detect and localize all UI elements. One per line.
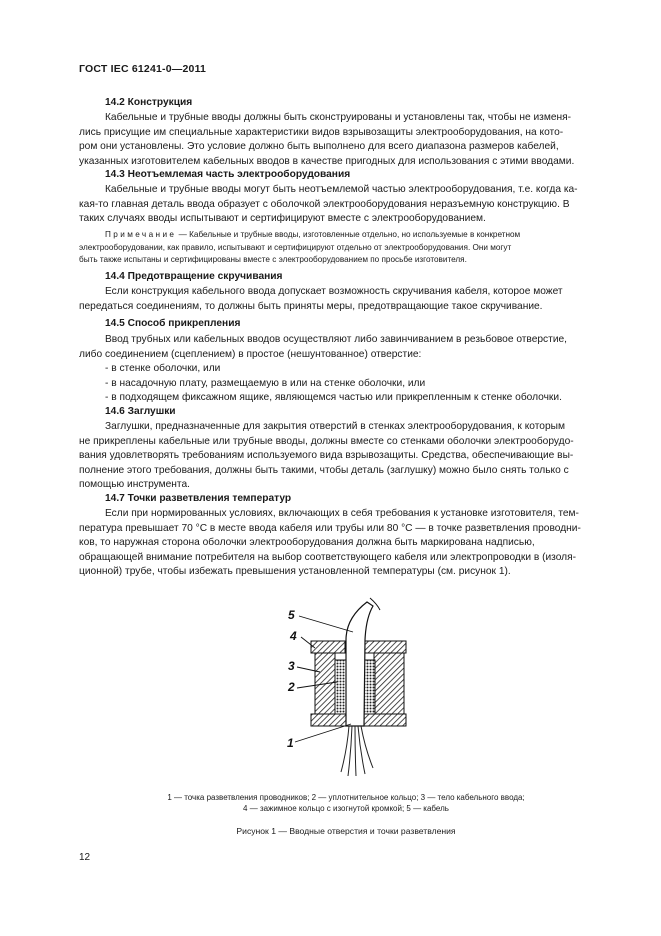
figure-label-3: 3 (288, 659, 295, 673)
heading-14-5: 14.5 Способ прикрепления (105, 318, 241, 329)
figure-label-4: 4 (290, 629, 297, 643)
heading-14-7: 14.7 Точки разветвления температур (105, 493, 292, 504)
figure-legend-line: 4 — зажимное кольцо с изогнутой кромкой; 5 — кабель (243, 804, 449, 813)
paragraph-line: ков, то наружная сторона оболочки электрооборудования должна быть маркирована надписью, (79, 537, 535, 549)
figure-legend-line: 1 — точка разветвления проводников; 2 — уплотнительное кольцо; 3 — тело кабельного ввода; (167, 793, 525, 802)
note-14-3 (79, 229, 613, 267)
figure-label-1: 1 (287, 736, 294, 750)
heading-14-2: 14.2 Конструкция (105, 97, 193, 108)
list-item: - в подходящем фиксажном ящике, являющемся частью или прикрепленным к стенке оболочки. (105, 392, 562, 404)
paragraph-line: полнение этого требования, должны быть такими, чтобы деталь (заглушку) можно было снять только с (79, 464, 569, 476)
paragraph-line: лись присущие им специальные характеристики видов взрывозащиты электрооборудования, на кото- (79, 126, 564, 138)
paragraph-line: Если конструкция кабельного ввода допускает возможность скручивания кабеля, которое может (105, 286, 563, 297)
paragraph-line: Заглушки, предназначенные для закрытия отверстий в стенках электрооборудования, к которым (105, 421, 565, 432)
clamp-ring-right (365, 641, 406, 653)
note-text: быть также испытаны и сертифицированы вместе с электрооборудованием по просьбе изготовителя. (79, 255, 467, 265)
note-text: — Кабельные и трубные вводы, изготовленные отдельно, но используемые в конкретном (178, 230, 521, 239)
heading-14-6: 14.6 Заглушки (105, 406, 176, 417)
paragraph-line: вания удовлетворять требованиям используемого вида взрывозащиты. Средства, обеспечивающие вы- (79, 450, 574, 462)
heading-14-4: 14.4 Предотвращение скручивания (105, 271, 283, 282)
paragraph-line: пература превышает 70 °С в месте ввода кабеля или трубы или 80 °С — в точке разветвления проводни- (79, 522, 581, 534)
section-14-4-body (79, 285, 613, 314)
paragraph-line: обращающей внимание потребителя на выбор соответствующего кабеля или электропроводки в (изоля- (79, 551, 577, 563)
list-item: - в насадочную плату, размещаемую в или на стенке оболочки, или (105, 377, 426, 389)
note-text: электрооборудовании, как правило, испытывают и сертифицируют отдельно от электрооборудования. Они могут (79, 242, 512, 252)
paragraph-line: Если при нормированных условиях, включающих в себя требования к установке изготовителя, тем- (105, 508, 579, 519)
note-label: Примечание (105, 230, 177, 239)
section-14-7-body (79, 507, 613, 580)
paragraph-line: Кабельные и трубные вводы могут быть неотъемлемой частью электрооборудования, т.е. когда ка- (105, 184, 578, 195)
section-14-3-body (79, 183, 613, 227)
document-header: ГОСТ IEC 61241-0—2011 (79, 63, 207, 75)
paragraph-line: Ввод трубных или кабельных вводов осуществляют либо завинчиванием в резьбовое отверстие, (105, 334, 568, 345)
clamp-ring-left (311, 641, 345, 653)
paragraph-line: либо соединением (сцеплением) в простое (нешунтованное) отверстие: (79, 348, 422, 360)
figure-legend (79, 792, 613, 814)
paragraph-line: ционной) трубе, чтобы избежать превышения установленной температуры (см. рисунок 1). (79, 566, 511, 578)
paragraph-line: Кабельные и трубные вводы должны быть сконструированы и установлены так, чтобы не изменя- (105, 112, 572, 123)
section-14-6-body (79, 420, 613, 493)
paragraph-line: ром они установлены. Это условие должно быть выполнено для всего диапазона размеров кабелей, (79, 141, 559, 153)
figure-label-2: 2 (288, 680, 295, 694)
paragraph-line: указанных изготовителем кабельных вводов в качестве пригодных для использования с этими вводами. (79, 155, 575, 167)
paragraph-line: не прикреплены кабельные или трубные вводы, должны вместе со стенками оболочки электрооборудо- (79, 435, 574, 447)
figure-label-5: 5 (288, 608, 295, 622)
section-14-5-body (79, 333, 613, 406)
paragraph-line: передаться соединениям, то должны быть приняты меры, предотвращающие такое скручивание. (79, 300, 543, 312)
cable-entry-figure (255, 590, 425, 785)
conductors (341, 726, 373, 776)
heading-14-3: 14.3 Неотъемлемая часть электрооборудования (105, 169, 351, 180)
page-number: 12 (79, 852, 91, 863)
seal-ring-left (335, 660, 346, 714)
paragraph-line: помощью инструмента. (79, 479, 190, 491)
seal-ring-right (364, 660, 375, 714)
section-14-2-body (79, 111, 613, 169)
paragraph-line: таких случаях вводы испытывают и сертифицируют вместе с электрооборудованием. (79, 213, 486, 225)
figure-title: Рисунок 1 — Вводные отверстия и точки разветвления (236, 826, 456, 836)
list-item: - в стенке оболочки, или (105, 363, 221, 375)
paragraph-line: кая-то главная деталь ввода образует с оболочкой электрооборудования неразъемную конструкцию. В (79, 198, 570, 210)
